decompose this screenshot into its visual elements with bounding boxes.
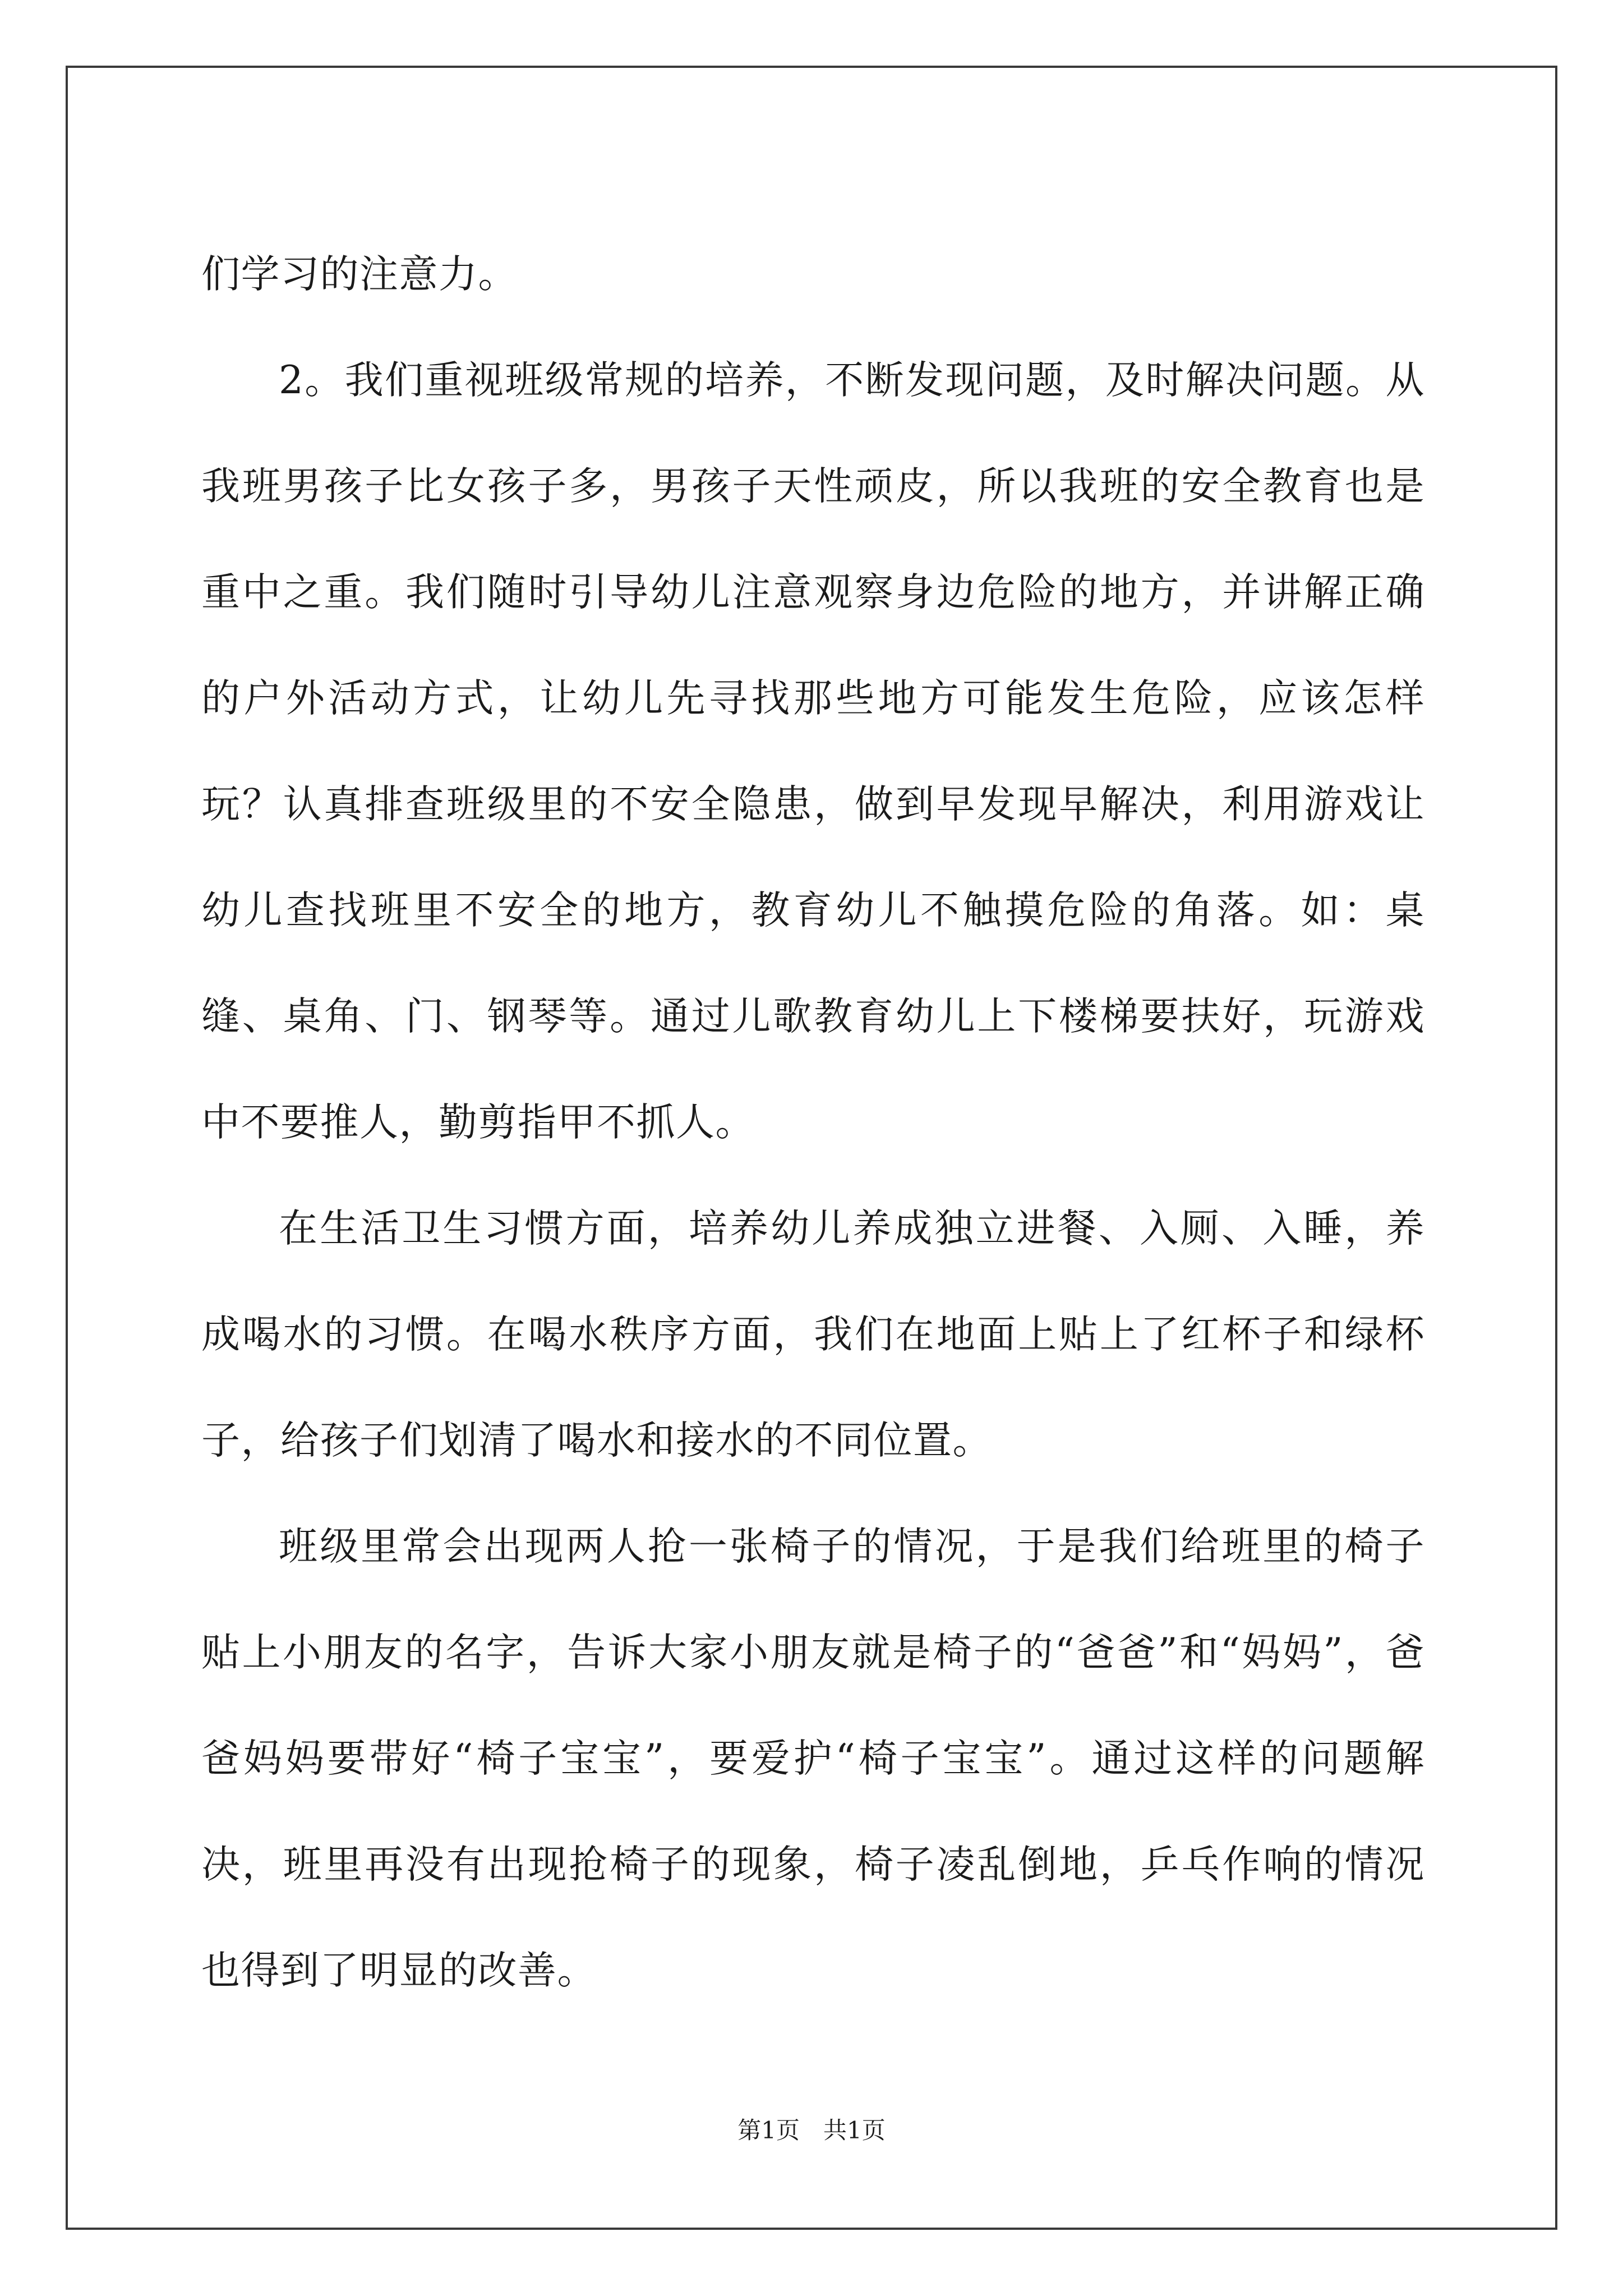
- paragraph-2: 2。我们重视班级常规的培养，不断发现问题，及时解决问题。从我班男孩子比女孩子多，男孩子天性顽皮，所以我班的安全教育也是重中之重。我们随时引导幼儿注意观察身边危险的地方，并讲解正确的户外活动方式，让幼儿先寻找那些地方可能发生危险，应该怎样玩？认真排查班级里的不安全隐患，做到早发现早解决，利用游戏让幼儿查找班里不安全的地方，教育幼儿不触摸危险的角落。如：桌缝、桌角、门、钢琴等。通过儿歌教育幼儿上下楼梯要扶好，玩游戏中不要推人，勤剪指甲不抓人。: [201, 358, 1425, 1145]
- paragraph-4: 班级里常会出现两人抢一张椅子的情况，于是我们给班里的椅子贴上小朋友的名字，告诉大家小朋友就是椅子的“爸爸”和“妈妈”，爸爸妈妈要带好“椅子宝宝”，要爱护“椅子宝宝”。通过这样的问题解决，班里再没有出现抢椅子的现象，椅子凌乱倒地，乒乓作响的情况也得到了明显的改善。: [201, 1524, 1425, 1993]
- page-footer: 第1页 共1页: [737, 2116, 886, 2144]
- document-body: [201, 222, 1425, 2024]
- paragraph-3: 在生活卫生习惯方面，培养幼儿养成独立进餐、入厕、入睡，养成喝水的习惯。在喝水秩序方面，我们在地面上贴上了红杯子和绿杯子，给孩子们划清了喝水和接水的不同位置。: [201, 1206, 1425, 1463]
- paragraph-1: 们学习的注意力。: [201, 252, 518, 297]
